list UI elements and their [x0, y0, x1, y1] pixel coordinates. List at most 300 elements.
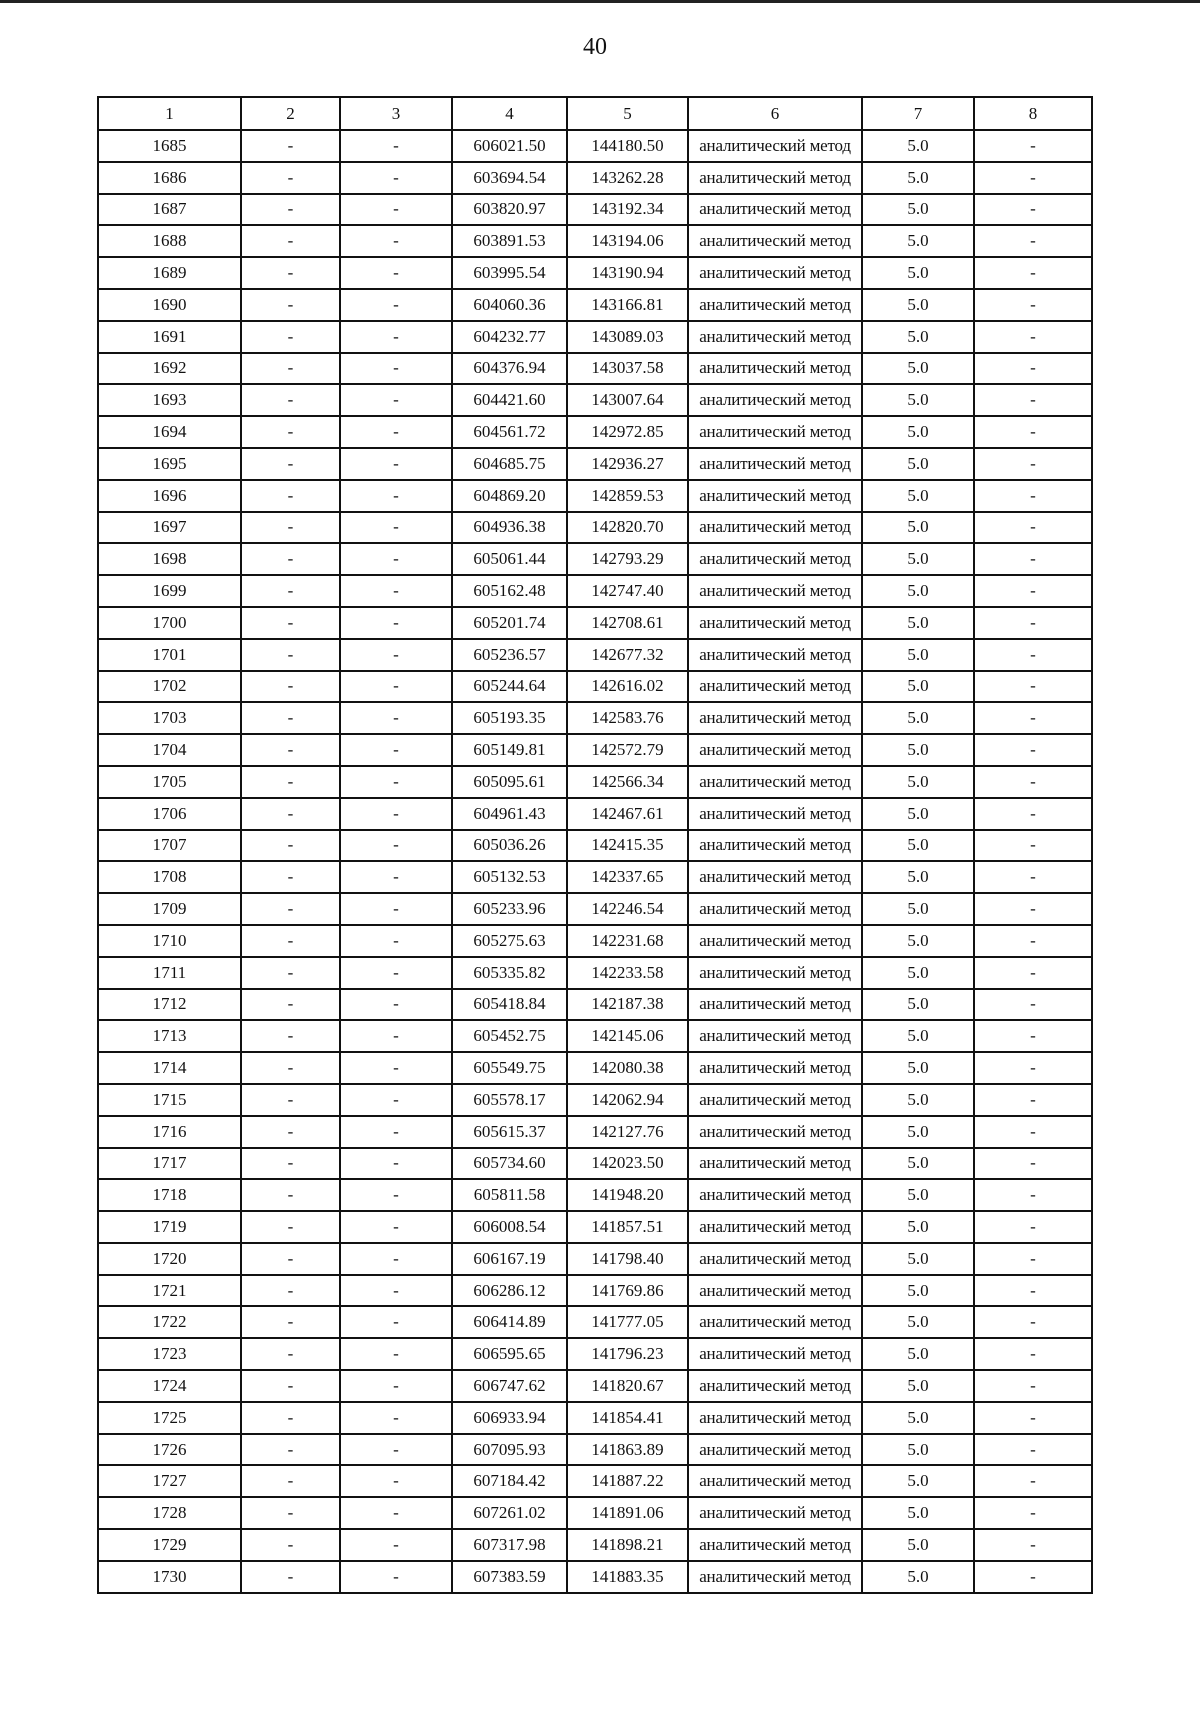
cell-y-coordinate: 141854.41 [567, 1402, 688, 1434]
table-row [98, 893, 1092, 925]
cell-col8-value: - [974, 1465, 1092, 1497]
table-row [98, 194, 1092, 226]
column-header-2: 2 [241, 97, 340, 130]
cell-col3-value: - [340, 925, 452, 957]
cell-point-number: 1704 [98, 734, 241, 766]
table-row [98, 353, 1092, 385]
table-row [98, 702, 1092, 734]
table-row [98, 575, 1092, 607]
cell-col8-value: - [974, 543, 1092, 575]
cell-col8-value: - [974, 1338, 1092, 1370]
cell-point-number: 1712 [98, 989, 241, 1021]
column-header-8: 8 [974, 97, 1092, 130]
cell-col8-value: - [974, 1402, 1092, 1434]
table-row [98, 162, 1092, 194]
cell-x-coordinate: 605193.35 [452, 702, 567, 734]
cell-point-number: 1692 [98, 353, 241, 385]
cell-method: аналитический метод [688, 893, 862, 925]
cell-col8-value: - [974, 416, 1092, 448]
cell-y-coordinate: 142677.32 [567, 639, 688, 671]
cell-point-number: 1686 [98, 162, 241, 194]
cell-col2-value: - [241, 384, 340, 416]
cell-accuracy: 5.0 [862, 480, 974, 512]
cell-y-coordinate: 141891.06 [567, 1497, 688, 1529]
cell-point-number: 1693 [98, 384, 241, 416]
cell-col2-value: - [241, 989, 340, 1021]
column-header-3: 3 [340, 97, 452, 130]
cell-y-coordinate: 144180.50 [567, 130, 688, 162]
cell-y-coordinate: 141769.86 [567, 1275, 688, 1307]
cell-col2-value: - [241, 1020, 340, 1052]
cell-x-coordinate: 606008.54 [452, 1211, 567, 1243]
table-row [98, 861, 1092, 893]
cell-method: аналитический метод [688, 1306, 862, 1338]
cell-point-number: 1725 [98, 1402, 241, 1434]
cell-point-number: 1715 [98, 1084, 241, 1116]
table-row [98, 766, 1092, 798]
cell-y-coordinate: 143262.28 [567, 162, 688, 194]
cell-x-coordinate: 604936.38 [452, 512, 567, 544]
cell-point-number: 1703 [98, 702, 241, 734]
cell-method: аналитический метод [688, 1434, 862, 1466]
cell-y-coordinate: 143190.94 [567, 257, 688, 289]
table-row [98, 1243, 1092, 1275]
cell-method: аналитический метод [688, 1561, 862, 1593]
cell-col8-value: - [974, 1497, 1092, 1529]
cell-col3-value: - [340, 1211, 452, 1243]
cell-col2-value: - [241, 639, 340, 671]
cell-method: аналитический метод [688, 194, 862, 226]
cell-x-coordinate: 605162.48 [452, 575, 567, 607]
cell-x-coordinate: 605418.84 [452, 989, 567, 1021]
cell-col3-value: - [340, 257, 452, 289]
cell-method: аналитический метод [688, 798, 862, 830]
cell-point-number: 1718 [98, 1179, 241, 1211]
cell-col3-value: - [340, 575, 452, 607]
cell-method: аналитический метод [688, 989, 862, 1021]
cell-accuracy: 5.0 [862, 766, 974, 798]
cell-col3-value: - [340, 671, 452, 703]
cell-method: аналитический метод [688, 1052, 862, 1084]
cell-col8-value: - [974, 289, 1092, 321]
cell-point-number: 1701 [98, 639, 241, 671]
cell-point-number: 1721 [98, 1275, 241, 1307]
cell-y-coordinate: 143192.34 [567, 194, 688, 226]
cell-col3-value: - [340, 1275, 452, 1307]
cell-y-coordinate: 141796.23 [567, 1338, 688, 1370]
cell-point-number: 1690 [98, 289, 241, 321]
cell-col3-value: - [340, 416, 452, 448]
cell-col8-value: - [974, 639, 1092, 671]
table-row [98, 1434, 1092, 1466]
cell-col8-value: - [974, 766, 1092, 798]
cell-col2-value: - [241, 734, 340, 766]
cell-col3-value: - [340, 1370, 452, 1402]
cell-col8-value: - [974, 989, 1092, 1021]
cell-point-number: 1709 [98, 893, 241, 925]
cell-method: аналитический метод [688, 1243, 862, 1275]
table-row [98, 321, 1092, 353]
cell-x-coordinate: 607383.59 [452, 1561, 567, 1593]
cell-col2-value: - [241, 130, 340, 162]
cell-col8-value: - [974, 162, 1092, 194]
cell-col3-value: - [340, 512, 452, 544]
cell-col8-value: - [974, 957, 1092, 989]
cell-col2-value: - [241, 543, 340, 575]
cell-col3-value: - [340, 543, 452, 575]
cell-col3-value: - [340, 1052, 452, 1084]
cell-y-coordinate: 141863.89 [567, 1434, 688, 1466]
cell-accuracy: 5.0 [862, 861, 974, 893]
table-row [98, 1370, 1092, 1402]
cell-method: аналитический метод [688, 257, 862, 289]
cell-point-number: 1722 [98, 1306, 241, 1338]
page-top-border [0, 0, 1200, 3]
table-row [98, 1306, 1092, 1338]
cell-x-coordinate: 604376.94 [452, 353, 567, 385]
cell-y-coordinate: 142572.79 [567, 734, 688, 766]
cell-col2-value: - [241, 416, 340, 448]
cell-x-coordinate: 606595.65 [452, 1338, 567, 1370]
table-row [98, 257, 1092, 289]
cell-col3-value: - [340, 830, 452, 862]
cell-col2-value: - [241, 1529, 340, 1561]
cell-y-coordinate: 142583.76 [567, 702, 688, 734]
cell-method: аналитический метод [688, 830, 862, 862]
cell-point-number: 1696 [98, 480, 241, 512]
cell-col8-value: - [974, 734, 1092, 766]
cell-method: аналитический метод [688, 512, 862, 544]
table-row [98, 543, 1092, 575]
cell-col8-value: - [974, 384, 1092, 416]
cell-y-coordinate: 143037.58 [567, 353, 688, 385]
cell-col3-value: - [340, 480, 452, 512]
cell-accuracy: 5.0 [862, 384, 974, 416]
cell-col3-value: - [340, 957, 452, 989]
cell-col8-value: - [974, 1179, 1092, 1211]
cell-y-coordinate: 142467.61 [567, 798, 688, 830]
table-row [98, 925, 1092, 957]
cell-accuracy: 5.0 [862, 1497, 974, 1529]
cell-col3-value: - [340, 321, 452, 353]
cell-y-coordinate: 142337.65 [567, 861, 688, 893]
column-header-6: 6 [688, 97, 862, 130]
cell-method: аналитический метод [688, 607, 862, 639]
cell-col2-value: - [241, 957, 340, 989]
cell-col3-value: - [340, 353, 452, 385]
cell-col8-value: - [974, 1116, 1092, 1148]
cell-x-coordinate: 604561.72 [452, 416, 567, 448]
cell-col3-value: - [340, 639, 452, 671]
cell-x-coordinate: 606933.94 [452, 1402, 567, 1434]
cell-accuracy: 5.0 [862, 702, 974, 734]
cell-col8-value: - [974, 1148, 1092, 1180]
cell-accuracy: 5.0 [862, 130, 974, 162]
table-row [98, 289, 1092, 321]
table-row [98, 480, 1092, 512]
cell-col2-value: - [241, 480, 340, 512]
cell-col2-value: - [241, 1434, 340, 1466]
cell-point-number: 1700 [98, 607, 241, 639]
cell-col2-value: - [241, 1052, 340, 1084]
cell-y-coordinate: 143007.64 [567, 384, 688, 416]
cell-accuracy: 5.0 [862, 1306, 974, 1338]
cell-method: аналитический метод [688, 289, 862, 321]
cell-y-coordinate: 141948.20 [567, 1179, 688, 1211]
cell-method: аналитический метод [688, 321, 862, 353]
cell-y-coordinate: 142566.34 [567, 766, 688, 798]
cell-col3-value: - [340, 798, 452, 830]
cell-accuracy: 5.0 [862, 1084, 974, 1116]
column-header-5: 5 [567, 97, 688, 130]
cell-x-coordinate: 605236.57 [452, 639, 567, 671]
table-row [98, 671, 1092, 703]
table-row [98, 734, 1092, 766]
cell-accuracy: 5.0 [862, 575, 974, 607]
cell-col8-value: - [974, 1306, 1092, 1338]
cell-method: аналитический метод [688, 1020, 862, 1052]
cell-accuracy: 5.0 [862, 734, 974, 766]
cell-method: аналитический метод [688, 766, 862, 798]
cell-point-number: 1685 [98, 130, 241, 162]
table-row [98, 130, 1092, 162]
table-row [98, 1561, 1092, 1593]
cell-point-number: 1711 [98, 957, 241, 989]
cell-x-coordinate: 605335.82 [452, 957, 567, 989]
cell-point-number: 1697 [98, 512, 241, 544]
cell-x-coordinate: 605734.60 [452, 1148, 567, 1180]
table-row [98, 1211, 1092, 1243]
cell-accuracy: 5.0 [862, 893, 974, 925]
cell-x-coordinate: 603820.97 [452, 194, 567, 226]
cell-accuracy: 5.0 [862, 1211, 974, 1243]
cell-col3-value: - [340, 893, 452, 925]
cell-col2-value: - [241, 1402, 340, 1434]
cell-col3-value: - [340, 1179, 452, 1211]
cell-col3-value: - [340, 607, 452, 639]
cell-accuracy: 5.0 [862, 194, 974, 226]
cell-col2-value: - [241, 893, 340, 925]
cell-x-coordinate: 606286.12 [452, 1275, 567, 1307]
cell-col3-value: - [340, 448, 452, 480]
cell-col2-value: - [241, 861, 340, 893]
cell-x-coordinate: 603694.54 [452, 162, 567, 194]
cell-x-coordinate: 605061.44 [452, 543, 567, 575]
cell-point-number: 1713 [98, 1020, 241, 1052]
cell-accuracy: 5.0 [862, 1338, 974, 1370]
cell-col2-value: - [241, 289, 340, 321]
cell-method: аналитический метод [688, 1179, 862, 1211]
cell-x-coordinate: 604232.77 [452, 321, 567, 353]
cell-method: аналитический метод [688, 448, 862, 480]
cell-accuracy: 5.0 [862, 543, 974, 575]
cell-col3-value: - [340, 1116, 452, 1148]
cell-accuracy: 5.0 [862, 1148, 974, 1180]
cell-method: аналитический метод [688, 575, 862, 607]
cell-col2-value: - [241, 162, 340, 194]
cell-col3-value: - [340, 766, 452, 798]
cell-col2-value: - [241, 925, 340, 957]
cell-accuracy: 5.0 [862, 353, 974, 385]
cell-method: аналитический метод [688, 130, 862, 162]
cell-col3-value: - [340, 130, 452, 162]
cell-x-coordinate: 606167.19 [452, 1243, 567, 1275]
cell-col2-value: - [241, 1179, 340, 1211]
cell-x-coordinate: 607317.98 [452, 1529, 567, 1561]
cell-y-coordinate: 142246.54 [567, 893, 688, 925]
cell-y-coordinate: 142708.61 [567, 607, 688, 639]
cell-col8-value: - [974, 225, 1092, 257]
cell-x-coordinate: 605233.96 [452, 893, 567, 925]
cell-x-coordinate: 605811.58 [452, 1179, 567, 1211]
cell-col8-value: - [974, 512, 1092, 544]
cell-col8-value: - [974, 1084, 1092, 1116]
cell-x-coordinate: 605578.17 [452, 1084, 567, 1116]
cell-y-coordinate: 142972.85 [567, 416, 688, 448]
cell-col2-value: - [241, 225, 340, 257]
cell-method: аналитический метод [688, 861, 862, 893]
cell-x-coordinate: 607095.93 [452, 1434, 567, 1466]
cell-accuracy: 5.0 [862, 671, 974, 703]
cell-method: аналитический метод [688, 1275, 862, 1307]
cell-x-coordinate: 605244.64 [452, 671, 567, 703]
cell-col3-value: - [340, 1434, 452, 1466]
table-row [98, 1116, 1092, 1148]
cell-col8-value: - [974, 480, 1092, 512]
cell-col8-value: - [974, 130, 1092, 162]
cell-method: аналитический метод [688, 1402, 862, 1434]
cell-y-coordinate: 142793.29 [567, 543, 688, 575]
cell-col8-value: - [974, 607, 1092, 639]
cell-method: аналитический метод [688, 639, 862, 671]
column-header-4: 4 [452, 97, 567, 130]
table-row [98, 1402, 1092, 1434]
cell-x-coordinate: 606414.89 [452, 1306, 567, 1338]
cell-col8-value: - [974, 1434, 1092, 1466]
cell-col3-value: - [340, 289, 452, 321]
cell-point-number: 1698 [98, 543, 241, 575]
cell-point-number: 1695 [98, 448, 241, 480]
cell-col2-value: - [241, 1465, 340, 1497]
cell-col2-value: - [241, 257, 340, 289]
cell-col3-value: - [340, 1020, 452, 1052]
cell-col2-value: - [241, 1370, 340, 1402]
cell-col3-value: - [340, 989, 452, 1021]
cell-y-coordinate: 141857.51 [567, 1211, 688, 1243]
cell-x-coordinate: 606021.50 [452, 130, 567, 162]
cell-accuracy: 5.0 [862, 448, 974, 480]
cell-point-number: 1691 [98, 321, 241, 353]
cell-col2-value: - [241, 512, 340, 544]
cell-point-number: 1724 [98, 1370, 241, 1402]
cell-y-coordinate: 143194.06 [567, 225, 688, 257]
cell-col8-value: - [974, 1211, 1092, 1243]
cell-method: аналитический метод [688, 416, 862, 448]
cell-x-coordinate: 604961.43 [452, 798, 567, 830]
cell-x-coordinate: 603891.53 [452, 225, 567, 257]
cell-col8-value: - [974, 257, 1092, 289]
cell-x-coordinate: 605036.26 [452, 830, 567, 862]
cell-col3-value: - [340, 384, 452, 416]
cell-col3-value: - [340, 1465, 452, 1497]
coordinates-table [97, 96, 1093, 1594]
cell-col3-value: - [340, 702, 452, 734]
table-row [98, 1529, 1092, 1561]
cell-point-number: 1699 [98, 575, 241, 607]
cell-col2-value: - [241, 194, 340, 226]
cell-x-coordinate: 605201.74 [452, 607, 567, 639]
table-row [98, 1148, 1092, 1180]
cell-accuracy: 5.0 [862, 1275, 974, 1307]
cell-method: аналитический метод [688, 480, 862, 512]
cell-col8-value: - [974, 353, 1092, 385]
cell-method: аналитический метод [688, 225, 862, 257]
cell-accuracy: 5.0 [862, 798, 974, 830]
cell-y-coordinate: 142062.94 [567, 1084, 688, 1116]
cell-point-number: 1720 [98, 1243, 241, 1275]
cell-accuracy: 5.0 [862, 1020, 974, 1052]
cell-y-coordinate: 141798.40 [567, 1243, 688, 1275]
cell-point-number: 1728 [98, 1497, 241, 1529]
cell-point-number: 1723 [98, 1338, 241, 1370]
cell-col3-value: - [340, 1306, 452, 1338]
cell-col8-value: - [974, 798, 1092, 830]
cell-col2-value: - [241, 1084, 340, 1116]
cell-point-number: 1702 [98, 671, 241, 703]
cell-point-number: 1687 [98, 194, 241, 226]
cell-col2-value: - [241, 1116, 340, 1148]
cell-accuracy: 5.0 [862, 925, 974, 957]
cell-col3-value: - [340, 1243, 452, 1275]
cell-point-number: 1716 [98, 1116, 241, 1148]
table-row [98, 512, 1092, 544]
table-row [98, 1497, 1092, 1529]
table-row [98, 989, 1092, 1021]
cell-col8-value: - [974, 448, 1092, 480]
table-row [98, 225, 1092, 257]
table-row [98, 1179, 1092, 1211]
table-row [98, 416, 1092, 448]
cell-y-coordinate: 143166.81 [567, 289, 688, 321]
cell-accuracy: 5.0 [862, 1529, 974, 1561]
cell-col3-value: - [340, 1338, 452, 1370]
cell-accuracy: 5.0 [862, 1179, 974, 1211]
cell-col3-value: - [340, 194, 452, 226]
cell-y-coordinate: 142936.27 [567, 448, 688, 480]
page-number: 40 [583, 34, 607, 60]
cell-col8-value: - [974, 1370, 1092, 1402]
cell-col8-value: - [974, 671, 1092, 703]
cell-col3-value: - [340, 861, 452, 893]
table-row [98, 957, 1092, 989]
cell-col8-value: - [974, 1275, 1092, 1307]
cell-col2-value: - [241, 1497, 340, 1529]
cell-accuracy: 5.0 [862, 416, 974, 448]
cell-col2-value: - [241, 702, 340, 734]
cell-y-coordinate: 142080.38 [567, 1052, 688, 1084]
cell-point-number: 1710 [98, 925, 241, 957]
cell-x-coordinate: 605615.37 [452, 1116, 567, 1148]
cell-point-number: 1729 [98, 1529, 241, 1561]
cell-accuracy: 5.0 [862, 1402, 974, 1434]
cell-method: аналитический метод [688, 671, 862, 703]
cell-col2-value: - [241, 830, 340, 862]
cell-method: аналитический метод [688, 162, 862, 194]
cell-col8-value: - [974, 861, 1092, 893]
cell-col8-value: - [974, 1020, 1092, 1052]
cell-x-coordinate: 604869.20 [452, 480, 567, 512]
cell-method: аналитический метод [688, 734, 862, 766]
